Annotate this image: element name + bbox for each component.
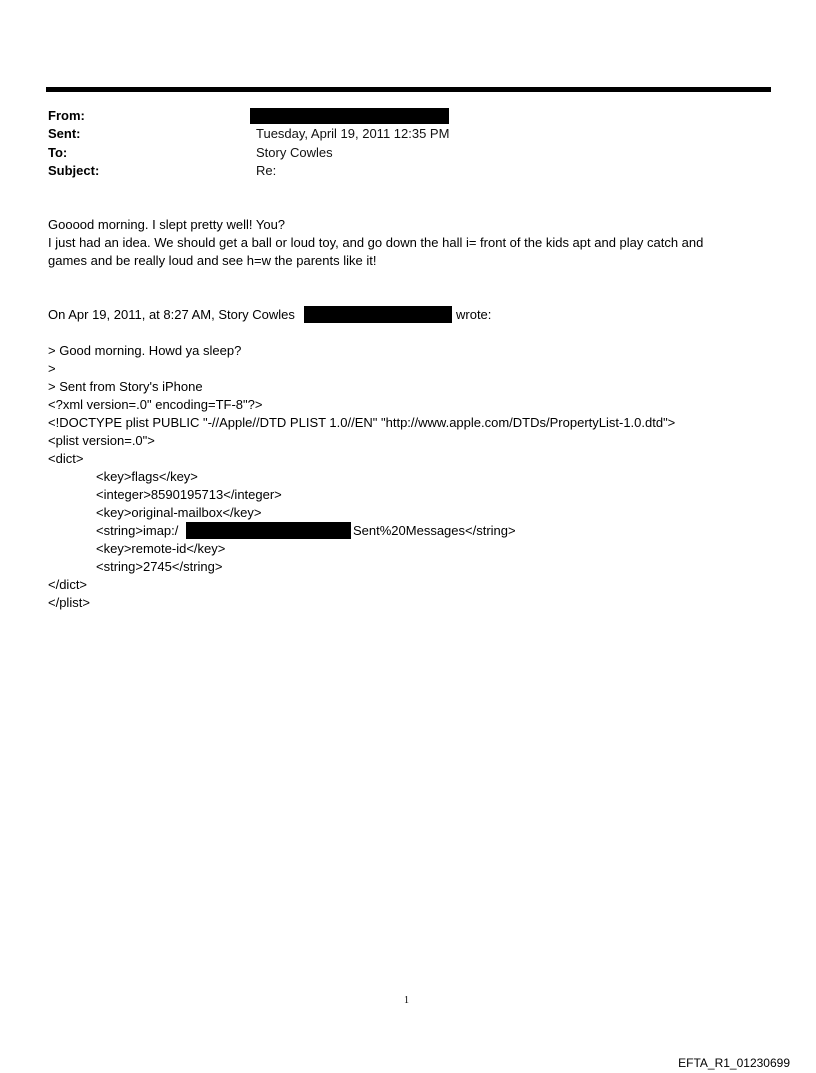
plist-line-10: <string>2745</string> bbox=[96, 559, 223, 574]
quote-intro-before: On Apr 19, 2011, at 8:27 AM, Story Cowles bbox=[48, 307, 295, 322]
sent-label: Sent: bbox=[48, 126, 81, 141]
bates-number: EFTA_R1_01230699 bbox=[678, 1056, 790, 1070]
plist-line-7: <key>original-mailbox</key> bbox=[96, 505, 262, 520]
plist-line-2: <!DOCTYPE plist PUBLIC "-//Apple//DTD PLIST 1.0//EN" "http://www.apple.com/DTDs/PropertyList-1.0.dtd"> bbox=[48, 415, 676, 430]
from-redaction bbox=[250, 108, 449, 124]
body-line-3: games and be really loud and see h=w the parents like it! bbox=[48, 253, 377, 268]
plist-line-9: <key>remote-id</key> bbox=[96, 541, 226, 556]
to-label: To: bbox=[48, 145, 68, 160]
plist-line-12: </plist> bbox=[48, 595, 90, 610]
plist-line-8a: <string>imap:/ bbox=[96, 523, 179, 538]
plist-line-8b: Sent%20Messages</string> bbox=[353, 523, 516, 538]
email-redaction bbox=[304, 306, 452, 323]
page-number: 1 bbox=[404, 995, 409, 1006]
from-label: From: bbox=[48, 108, 85, 123]
sent-value: Tuesday, April 19, 2011 12:35 PM bbox=[256, 126, 450, 141]
header-rule bbox=[46, 87, 771, 92]
subject-label: Subject: bbox=[48, 163, 100, 178]
quoted-line-1: > Good morning. Howd ya sleep? bbox=[48, 343, 242, 358]
mailbox-redaction bbox=[186, 522, 351, 539]
plist-line-5: <key>flags</key> bbox=[96, 469, 198, 484]
body-line-2: I just had an idea. We should get a ball or loud toy, and go down the hall i= front of the kids apt and play catch and bbox=[48, 235, 704, 250]
plist-line-1: <?xml version=.0" encoding=TF-8"?> bbox=[48, 397, 263, 412]
body-line-1: Gooood morning. I slept pretty well! You? bbox=[48, 217, 286, 232]
quoted-line-2: > bbox=[48, 361, 56, 376]
plist-line-6: <integer>8590195713</integer> bbox=[96, 487, 282, 502]
subject-value: Re: bbox=[256, 163, 277, 178]
quoted-line-3: > Sent from Story's iPhone bbox=[48, 379, 203, 394]
plist-line-4: <dict> bbox=[48, 451, 84, 466]
plist-line-3: <plist version=.0"> bbox=[48, 433, 155, 448]
plist-line-11: </dict> bbox=[48, 577, 88, 592]
quote-intro-after: wrote: bbox=[456, 307, 492, 322]
to-value: Story Cowles bbox=[256, 145, 333, 160]
